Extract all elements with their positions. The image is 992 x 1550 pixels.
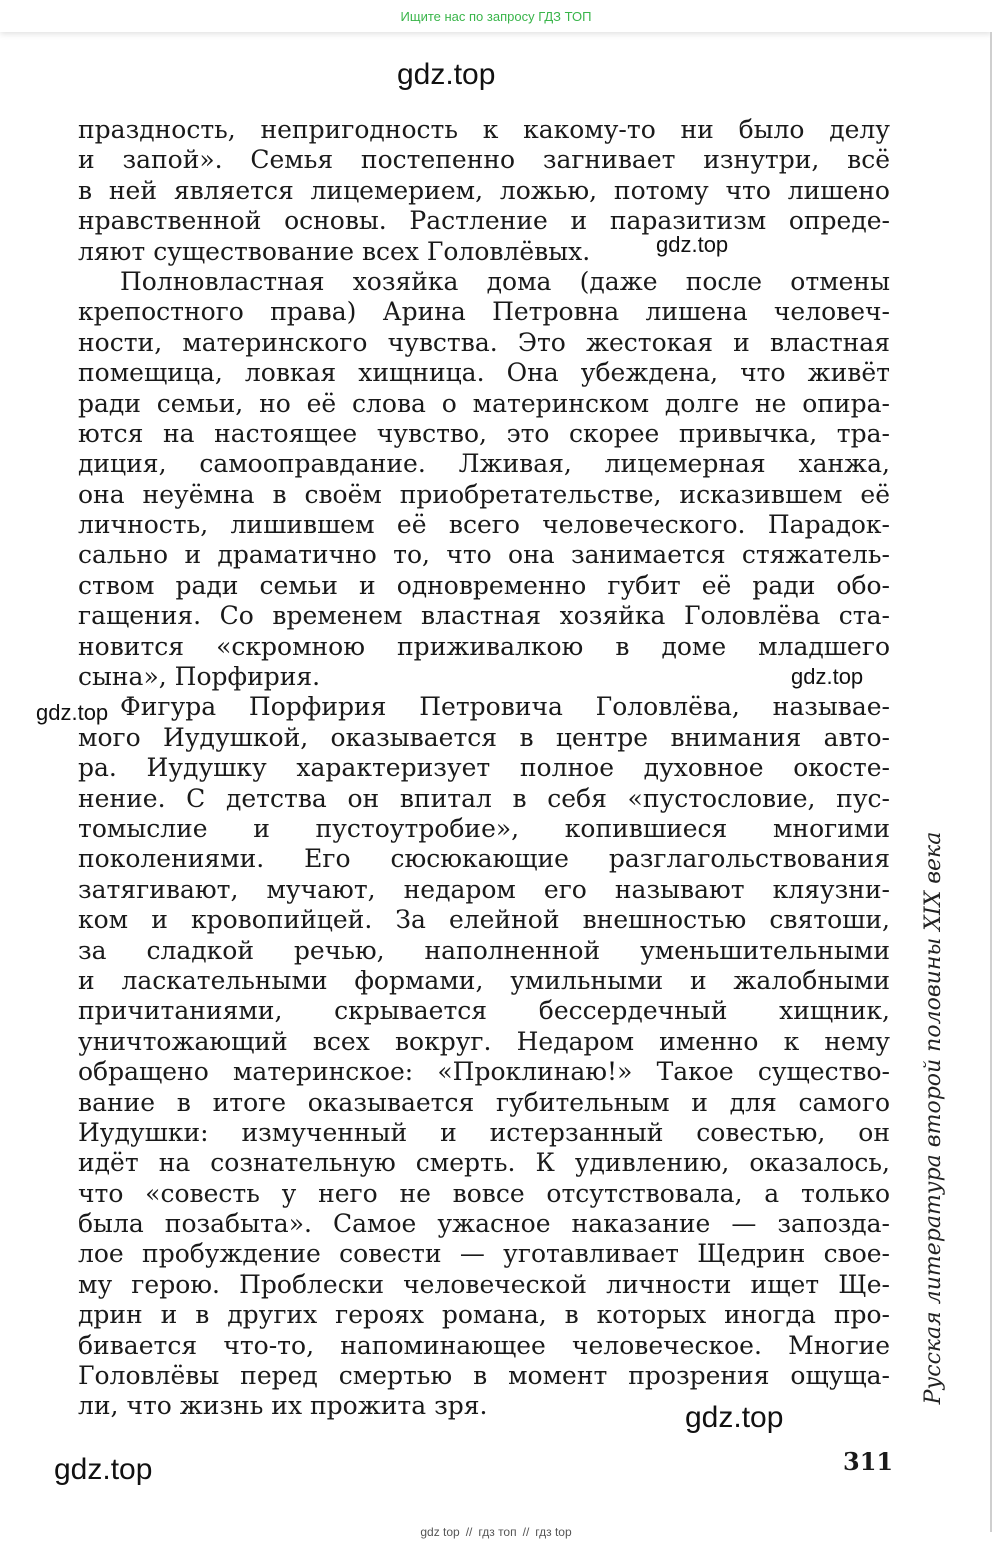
text-line: бивается что-то, напоминающее человеческое. Многие xyxy=(78,1330,890,1360)
text-line: в ней является лицемерием, ложью, потому что лишено xyxy=(78,175,890,205)
watermark-top: gdz.top xyxy=(397,58,496,91)
text-line: ком и кровопийцей. За елейной внешностью святоши, xyxy=(78,905,890,935)
text-line: Иудушки: измученный и истерзанный совестью, он xyxy=(78,1117,890,1147)
text-line: поколениями. Его сюсюкающие разглагольствования xyxy=(78,844,890,874)
text-line: дрин и в других героях романа, в которых иногда про- xyxy=(78,1300,890,1330)
text-line: помещица, ловкая хищница. Она убеждена, что живёт xyxy=(78,358,890,388)
text-line: вание в итоге оказывается губительным и для самого xyxy=(78,1087,890,1117)
text-line: нение. С детства он впитал в себя «пустословие, пус- xyxy=(78,783,890,813)
footer-separator: // xyxy=(522,1525,530,1539)
text-line: затягивают, мучают, недаром его называют кляузни- xyxy=(78,874,890,904)
text-line: му герою. Проблески человеческой личности ищет Ще- xyxy=(78,1269,890,1299)
text-line: диция, самооправдание. Лживая, лицемерная ханжа, xyxy=(78,449,890,479)
text-line: крепостного права) Арина Петровна лишена человеч- xyxy=(78,297,890,327)
text-line: уничтожающий всех вокруг. Недаром именно к нему xyxy=(78,1026,890,1056)
text-line: гащения. Со временем властная хозяйка Головлёва ста- xyxy=(78,601,890,631)
page-number: 311 xyxy=(843,1447,894,1476)
footer-separator: // xyxy=(465,1525,473,1539)
footer-link-gdz-top-ru[interactable]: гдз топ xyxy=(478,1525,517,1539)
text-line: за сладкой речью, наполненной уменьшительными xyxy=(78,935,890,965)
page-text xyxy=(78,115,890,1422)
text-line: Головлёвы перед смертью в момент прозрения ощуща- xyxy=(78,1361,890,1391)
text-line: что «совесть у него не вовсе отсутствовала, а только xyxy=(78,1178,890,1208)
text-line: сально и драматично то, что она занимается стяжатель- xyxy=(78,540,890,570)
running-title-vertical: Русская литература второй половины XIX века xyxy=(921,831,946,1405)
text-line: ли, что жизнь их прожита зря. xyxy=(78,1391,488,1421)
text-line: праздность, непригодность к какому-то ни было делу xyxy=(78,115,890,144)
watermark-paragraph1: gdz.top xyxy=(656,232,729,257)
text-line: ности, материнского чувства. Это жестокая и властная xyxy=(78,327,890,357)
text-line: ра. Иудушку характеризует полное духовное окосте- xyxy=(78,753,890,783)
watermark-bottom-left: gdz.top xyxy=(54,1453,153,1486)
text-line: лое пробуждение совести — уготавливает Щедрин свое- xyxy=(78,1239,890,1269)
text-line: и запой». Семья постепенно загнивает изнутри, всё xyxy=(78,145,890,175)
text-line: томыслие и пустоутробие», копившиеся многими xyxy=(78,813,890,843)
text-line: обращено материнское: «Проклинаю!» Такое существо- xyxy=(78,1057,890,1087)
footer-links xyxy=(0,1522,992,1542)
text-line: новится «скромною приживалкою в доме младшего xyxy=(78,631,890,661)
text-line: ради семьи, но её слова о материнском долге не опира- xyxy=(78,388,890,418)
text-line: сына», Порфирия. xyxy=(78,662,321,692)
text-line: она неуёмна в своём приобретательстве, исказившем её xyxy=(78,479,890,509)
watermark-paragraph2: gdz.top xyxy=(791,664,864,689)
text-line: Полновластная хозяйка дома (даже после отмены xyxy=(120,266,890,296)
footer-link-gdz-top[interactable]: gdz top xyxy=(420,1525,460,1539)
text-line: ляют существование всех Головлёвых. xyxy=(78,236,591,266)
search-banner-link[interactable]: Ищите нас по запросу ГДЗ ТОП xyxy=(0,0,992,32)
text-line: ются на настоящее чувство, это скорее привычка, тра- xyxy=(78,418,890,448)
text-line: нравственной основы. Растление и паразитизм опреде- xyxy=(78,206,890,236)
text-line: Фигура Порфирия Петровича Головлёва, называе- xyxy=(120,692,890,722)
text-line: была позабыта». Самое ужасное наказание — запозда- xyxy=(78,1209,890,1239)
footer-link-gdz-top-mixed[interactable]: гдз top xyxy=(535,1525,572,1539)
watermark-left-margin: gdz.top xyxy=(36,700,109,725)
text-line: идёт на сознательную смерть. К удивлению, оказалось, xyxy=(78,1148,890,1178)
text-line: ством ради семьи и одновременно губит её ради обо- xyxy=(78,570,890,600)
text-line: и ласкательными формами, умильными и жалобными xyxy=(78,965,890,995)
watermark-bottom-right: gdz.top xyxy=(685,1401,784,1434)
text-line: мого Иудушкой, оказывается в центре внимания авто- xyxy=(78,722,890,752)
text-line: личность, лишившем её всего человеческого. Парадок- xyxy=(78,510,890,540)
text-line: причитаниями, скрывается бессердечный хищник, xyxy=(78,996,890,1026)
